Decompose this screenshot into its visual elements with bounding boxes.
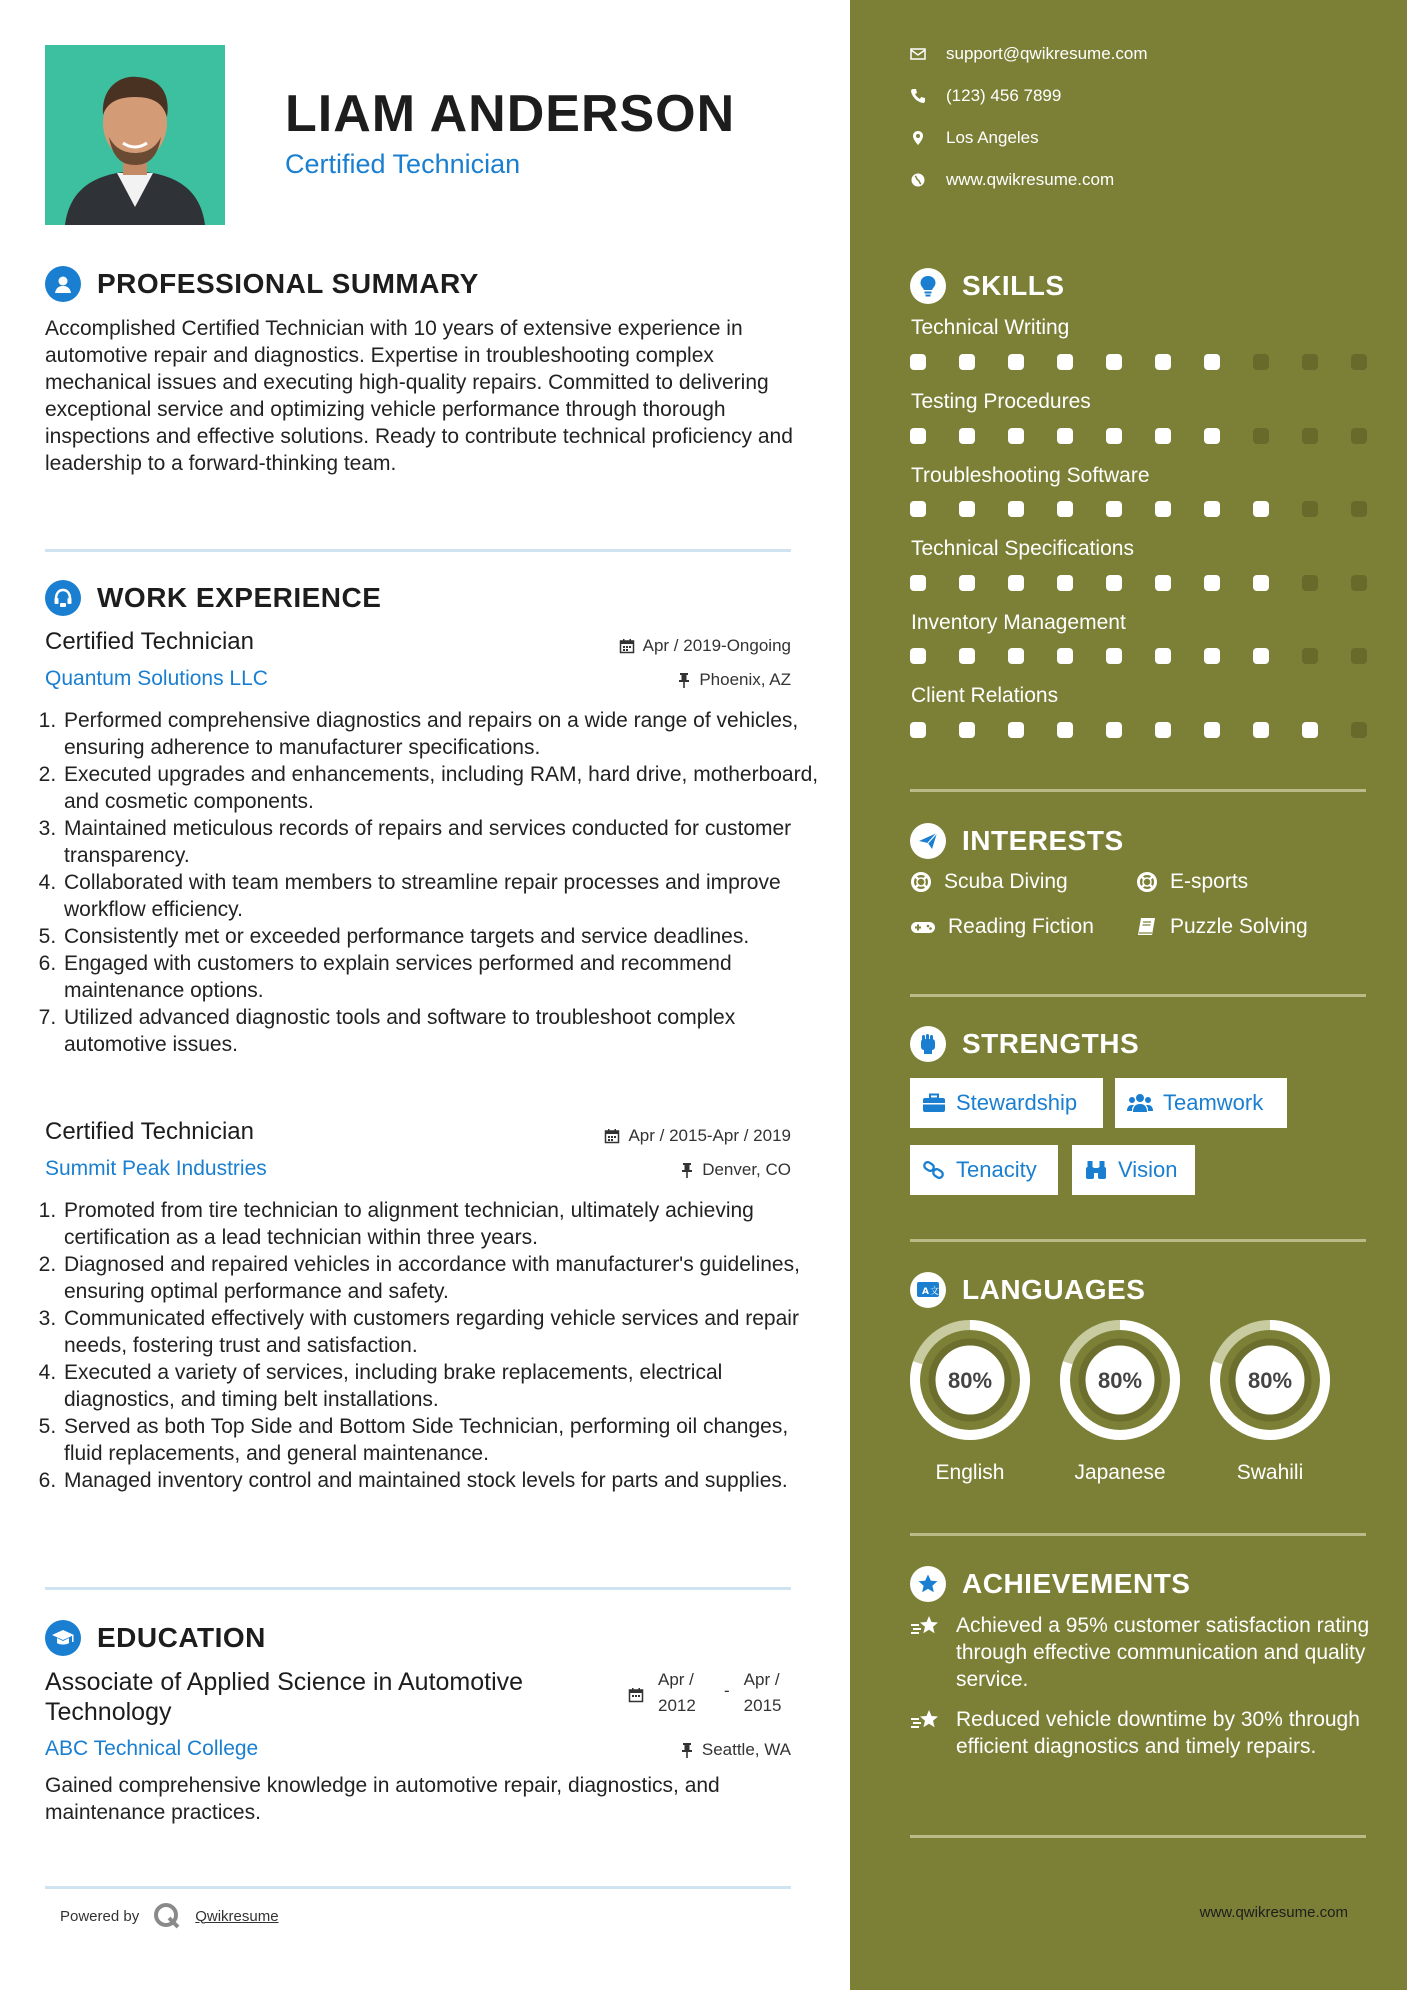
skill-dot-filled bbox=[1253, 575, 1269, 591]
footer-powered bbox=[60, 1902, 279, 1930]
language-percent: 80% bbox=[1097, 1368, 1143, 1393]
job-2-company: Summit Peak Industries bbox=[45, 1157, 267, 1180]
skill-dot-filled bbox=[1302, 722, 1318, 738]
education-location bbox=[680, 1740, 791, 1760]
footer-website[interactable]: www.qwikresume.com bbox=[1199, 1904, 1348, 1921]
language-progress-ring bbox=[1208, 1318, 1332, 1442]
skill-rating bbox=[910, 428, 1367, 444]
skill-dot-empty bbox=[1302, 648, 1318, 664]
skill-dot-filled bbox=[910, 648, 926, 664]
skill-dot-empty bbox=[1253, 354, 1269, 370]
skill-dot-filled bbox=[1253, 722, 1269, 738]
divider bbox=[910, 789, 1366, 792]
lightbulb-icon bbox=[910, 268, 946, 304]
skill-dot-empty bbox=[1351, 501, 1367, 517]
skills-title: SKILLS bbox=[962, 270, 1065, 301]
skill-dot-filled bbox=[1057, 575, 1073, 591]
calendar-icon bbox=[628, 1687, 644, 1703]
achievement-text: Reduced vehicle downtime by 30% through efficient diagnostics and timely repairs. bbox=[956, 1708, 1360, 1758]
skill-dot-filled bbox=[959, 575, 975, 591]
skill-dot-filled bbox=[959, 428, 975, 444]
job-1-company: Quantum Solutions LLC bbox=[45, 667, 268, 690]
list-item: 6. Managed inventory control and maintained stock levels for parts and supplies. bbox=[62, 1467, 822, 1494]
language-name: English bbox=[935, 1461, 1005, 1484]
shooting-star-icon bbox=[910, 1614, 942, 1640]
job-1-bullets bbox=[40, 707, 822, 1058]
skill-dot-empty bbox=[1351, 648, 1367, 664]
skill-name: Troubleshooting Software bbox=[911, 464, 1150, 487]
skill-dot-filled bbox=[1106, 354, 1122, 370]
job-2-dates-text: Apr / 2015-Apr / 2019 bbox=[628, 1126, 791, 1145]
skill-dot-filled bbox=[1204, 722, 1220, 738]
skill-dot-empty bbox=[1351, 722, 1367, 738]
education-date-separator: - bbox=[724, 1681, 730, 1700]
strength-label: Teamwork bbox=[1163, 1090, 1264, 1115]
achievements-title: ACHIEVEMENTS bbox=[962, 1568, 1191, 1599]
users-icon bbox=[1127, 1093, 1153, 1113]
calendar-icon bbox=[604, 1128, 620, 1144]
translate-icon bbox=[910, 1272, 946, 1308]
divider bbox=[45, 1587, 791, 1590]
link-icon bbox=[922, 1160, 946, 1180]
language-name: Swahili bbox=[1236, 1461, 1304, 1484]
list-item: 1. Performed comprehensive diagnostics and repairs on a wide range of vehicles, ensuring adherence to manufacturer specifications. bbox=[62, 707, 822, 761]
skill-name: Testing Procedures bbox=[911, 390, 1091, 413]
job-2-location-text: Denver, CO bbox=[702, 1160, 791, 1179]
list-item: 6. Engaged with customers to explain services performed and recommend maintenance options. bbox=[62, 950, 822, 1004]
skill-name: Client Relations bbox=[911, 684, 1059, 707]
list-item: 5. Served as both Top Side and Bottom Side Technician, performing oil changes, fluid replacements, and general maintenance. bbox=[62, 1413, 822, 1467]
divider bbox=[910, 1835, 1366, 1838]
strength-chip bbox=[1072, 1145, 1195, 1195]
language-name: Japanese bbox=[1074, 1461, 1166, 1484]
skill-dot-filled bbox=[1057, 648, 1073, 664]
skill-name: Technical Writing bbox=[911, 316, 1070, 339]
skill-dot-filled bbox=[1008, 648, 1024, 664]
skill-dot-filled bbox=[1204, 575, 1220, 591]
skill-dot-filled bbox=[1008, 354, 1024, 370]
contact-website bbox=[910, 170, 1114, 190]
skill-dot-filled bbox=[1106, 722, 1122, 738]
skill-dot-filled bbox=[959, 501, 975, 517]
language-progress-ring bbox=[1058, 1318, 1182, 1442]
achievement-item bbox=[910, 1706, 1370, 1760]
sidebar bbox=[850, 0, 1407, 1990]
skill-dot-filled bbox=[1008, 501, 1024, 517]
globe-icon bbox=[910, 172, 926, 188]
headset-icon bbox=[45, 580, 81, 616]
skill-dot-filled bbox=[1008, 722, 1024, 738]
job-1-dates-text: Apr / 2019-Ongoing bbox=[642, 636, 791, 655]
binoculars-icon bbox=[1084, 1160, 1108, 1180]
qwikresume-link[interactable]: Qwikresume bbox=[195, 1907, 279, 1925]
achievements-heading bbox=[910, 1566, 1190, 1602]
strength-label: Tenacity bbox=[956, 1157, 1037, 1182]
education-dates bbox=[628, 1667, 796, 1719]
graduation-cap-icon bbox=[45, 1620, 81, 1656]
job-2-title: Certified Technician bbox=[45, 1118, 255, 1145]
skill-dot-empty bbox=[1302, 428, 1318, 444]
contact-location-text: Los Angeles bbox=[946, 128, 1039, 147]
skills-heading bbox=[910, 268, 1065, 304]
skill-dot-filled bbox=[959, 354, 975, 370]
achievement-item bbox=[910, 1612, 1370, 1693]
candidate-role: Certified Technician bbox=[285, 149, 521, 179]
language-percent: 80% bbox=[1247, 1368, 1293, 1393]
skill-dot-filled bbox=[1253, 501, 1269, 517]
education-heading bbox=[45, 1620, 266, 1656]
skill-dot-filled bbox=[1155, 354, 1171, 370]
skill-dot-filled bbox=[910, 354, 926, 370]
fist-icon bbox=[910, 1026, 946, 1062]
education-start: Apr / 2012 bbox=[658, 1670, 696, 1715]
skill-dot-empty bbox=[1302, 575, 1318, 591]
job-1-title: Certified Technician bbox=[45, 628, 255, 655]
experience-heading bbox=[45, 580, 381, 616]
svg-text:A: A bbox=[922, 1287, 929, 1297]
strength-chip bbox=[910, 1145, 1058, 1195]
skill-dot-filled bbox=[1057, 722, 1073, 738]
contact-location bbox=[910, 128, 1039, 148]
candidate-name: LIAM ANDERSON bbox=[285, 85, 736, 143]
skill-dot-filled bbox=[1155, 501, 1171, 517]
pin-icon bbox=[680, 1742, 694, 1758]
interest-label: Reading Fiction bbox=[948, 915, 1094, 938]
interest-label: Puzzle Solving bbox=[1170, 915, 1308, 938]
skill-dot-filled bbox=[910, 428, 926, 444]
user-icon bbox=[45, 266, 81, 302]
skill-dot-filled bbox=[1204, 648, 1220, 664]
summary-heading bbox=[45, 266, 479, 302]
skill-dot-filled bbox=[1057, 354, 1073, 370]
list-item: 5. Consistently met or exceeded performance targets and service deadlines. bbox=[62, 923, 822, 950]
skill-dot-filled bbox=[1204, 501, 1220, 517]
skill-dot-filled bbox=[1106, 501, 1122, 517]
list-item: 7. Utilized advanced diagnostic tools and software to troubleshoot complex automotive issues. bbox=[62, 1004, 822, 1058]
job-1-dates bbox=[619, 636, 791, 656]
skill-dot-empty bbox=[1302, 354, 1318, 370]
list-item: 4. Collaborated with team members to streamline repair processes and improve workflow efficiency. bbox=[62, 869, 822, 923]
paper-plane-icon bbox=[910, 823, 946, 859]
skill-dot-empty bbox=[1351, 428, 1367, 444]
shooting-star-icon bbox=[910, 1708, 942, 1734]
powered-by-label: Powered by bbox=[60, 1907, 140, 1925]
languages-heading bbox=[910, 1272, 1145, 1308]
interests-title: INTERESTS bbox=[962, 825, 1124, 856]
svg-text:文: 文 bbox=[930, 1287, 940, 1297]
job-1-location-text: Phoenix, AZ bbox=[699, 670, 791, 689]
summary-text: Accomplished Certified Technician with 10 years of extensive experience in automotive repair and diagnostics. Expertise in troubleshooting complex mechanical issues and executing high-quality repairs. Committed to delivering exceptional service and optimizing vehicle performance through thorough inspections and effective solutions. Ready to contribute technical proficiency and leadership to a forward-thinking team. bbox=[45, 317, 793, 475]
contact-phone bbox=[910, 86, 1061, 106]
book-icon bbox=[1136, 916, 1158, 938]
divider bbox=[910, 1533, 1366, 1536]
education-location-text: Seattle, WA bbox=[701, 1740, 791, 1759]
skill-rating bbox=[910, 354, 1367, 370]
list-item: 2. Executed upgrades and enhancements, including RAM, hard drive, motherboard, and cosmetic components. bbox=[62, 761, 822, 815]
job-1-location bbox=[677, 670, 791, 690]
strength-chip bbox=[1115, 1078, 1287, 1128]
strength-label: Stewardship bbox=[956, 1090, 1078, 1115]
interest-label: Scuba Diving bbox=[944, 870, 1068, 893]
skill-dot-filled bbox=[910, 575, 926, 591]
summary-title: PROFESSIONAL SUMMARY bbox=[97, 268, 479, 299]
language-item bbox=[1200, 1318, 1340, 1485]
strength-chip bbox=[910, 1078, 1103, 1128]
divider bbox=[910, 994, 1366, 997]
skill-dot-filled bbox=[1155, 428, 1171, 444]
star-badge-icon bbox=[910, 1566, 946, 1602]
qwikresume-logo-icon bbox=[153, 1902, 181, 1930]
skill-dot-filled bbox=[1204, 428, 1220, 444]
pin-icon bbox=[677, 672, 691, 688]
skill-dot-filled bbox=[1106, 575, 1122, 591]
skill-dot-filled bbox=[1106, 428, 1122, 444]
skill-rating bbox=[910, 722, 1367, 738]
language-percent: 80% bbox=[947, 1368, 993, 1393]
experience-title: WORK EXPERIENCE bbox=[97, 582, 382, 613]
skill-dot-empty bbox=[1253, 428, 1269, 444]
achievement-text: Achieved a 95% customer satisfaction rating through effective communication and quality service. bbox=[956, 1614, 1370, 1691]
interest-item bbox=[910, 870, 1068, 894]
strengths-heading bbox=[910, 1026, 1139, 1062]
language-item bbox=[1050, 1318, 1190, 1485]
list-item: 1. Promoted from tire technician to alignment technician, ultimately achieving certification as a lead technician within three years. bbox=[62, 1197, 822, 1251]
education-degree: Associate of Applied Science in Automotive Technology bbox=[45, 1668, 524, 1726]
job-2-bullets bbox=[40, 1197, 822, 1494]
contact-phone-text: (123) 456 7899 bbox=[946, 86, 1062, 105]
map-marker-icon bbox=[910, 130, 926, 146]
skill-rating bbox=[910, 501, 1367, 517]
skill-dot-filled bbox=[1155, 648, 1171, 664]
skill-dot-filled bbox=[1253, 648, 1269, 664]
skill-dot-filled bbox=[1155, 575, 1171, 591]
list-item: 2. Diagnosed and repaired vehicles in accordance with manufacturer's guidelines, ensuring optimal performance and safety. bbox=[62, 1251, 822, 1305]
skill-dot-empty bbox=[1351, 575, 1367, 591]
skill-name: Technical Specifications bbox=[911, 537, 1134, 560]
skill-dot-filled bbox=[910, 722, 926, 738]
interest-item bbox=[1136, 870, 1248, 894]
skill-dot-filled bbox=[1008, 575, 1024, 591]
interest-item bbox=[1136, 915, 1308, 939]
job-2-location bbox=[680, 1160, 791, 1180]
skill-rating bbox=[910, 575, 1367, 591]
skill-dot-filled bbox=[1057, 501, 1073, 517]
education-title: EDUCATION bbox=[97, 1622, 266, 1653]
language-item bbox=[900, 1318, 1040, 1485]
briefcase-icon bbox=[922, 1093, 946, 1113]
divider bbox=[45, 1886, 791, 1889]
interests-heading bbox=[910, 823, 1124, 859]
job-2-dates bbox=[604, 1126, 791, 1146]
skill-dot-filled bbox=[1204, 354, 1220, 370]
phone-icon bbox=[910, 88, 926, 104]
language-progress-ring bbox=[908, 1318, 1032, 1442]
gamepad-icon bbox=[910, 917, 936, 937]
skill-dot-filled bbox=[1155, 722, 1171, 738]
divider bbox=[45, 549, 791, 552]
pin-icon bbox=[680, 1162, 694, 1178]
interest-label: E-sports bbox=[1170, 870, 1249, 893]
list-item: 3. Communicated effectively with customers regarding vehicle services and repair needs, fostering trust and satisfaction. bbox=[62, 1305, 822, 1359]
envelope-icon bbox=[910, 46, 926, 62]
contact-email-text[interactable]: support@qwikresume.com bbox=[946, 44, 1148, 63]
skill-name: Inventory Management bbox=[911, 611, 1126, 634]
list-item: 3. Maintained meticulous records of repairs and services conducted for customer transparency. bbox=[62, 815, 822, 869]
lifebuoy-icon bbox=[1136, 871, 1158, 893]
skill-dot-empty bbox=[1351, 354, 1367, 370]
calendar-icon bbox=[619, 638, 635, 654]
skill-dot-empty bbox=[1302, 501, 1318, 517]
contact-email bbox=[910, 44, 1148, 64]
interest-item bbox=[910, 915, 1094, 939]
skill-dot-filled bbox=[959, 648, 975, 664]
strength-label: Vision bbox=[1118, 1157, 1178, 1182]
divider bbox=[910, 1239, 1366, 1242]
education-school: ABC Technical College bbox=[45, 1737, 259, 1760]
skill-dot-filled bbox=[1057, 428, 1073, 444]
skill-dot-filled bbox=[1008, 428, 1024, 444]
contact-website-text[interactable]: www.qwikresume.com bbox=[946, 170, 1115, 189]
skill-dot-filled bbox=[910, 501, 926, 517]
skill-dot-filled bbox=[1106, 648, 1122, 664]
strengths-title: STRENGTHS bbox=[962, 1028, 1140, 1059]
profile-photo bbox=[45, 45, 225, 225]
education-description: Gained comprehensive knowledge in automotive repair, diagnostics, and maintenance practices. bbox=[45, 1774, 720, 1824]
list-item: 4. Executed a variety of services, including brake replacements, electrical diagnostics, and timing belt installations. bbox=[62, 1359, 822, 1413]
lifebuoy-icon bbox=[910, 871, 932, 893]
skill-dot-filled bbox=[959, 722, 975, 738]
languages-title: LANGUAGES bbox=[962, 1274, 1146, 1305]
education-end: Apr / 2015 bbox=[743, 1670, 782, 1715]
skill-rating bbox=[910, 648, 1367, 664]
